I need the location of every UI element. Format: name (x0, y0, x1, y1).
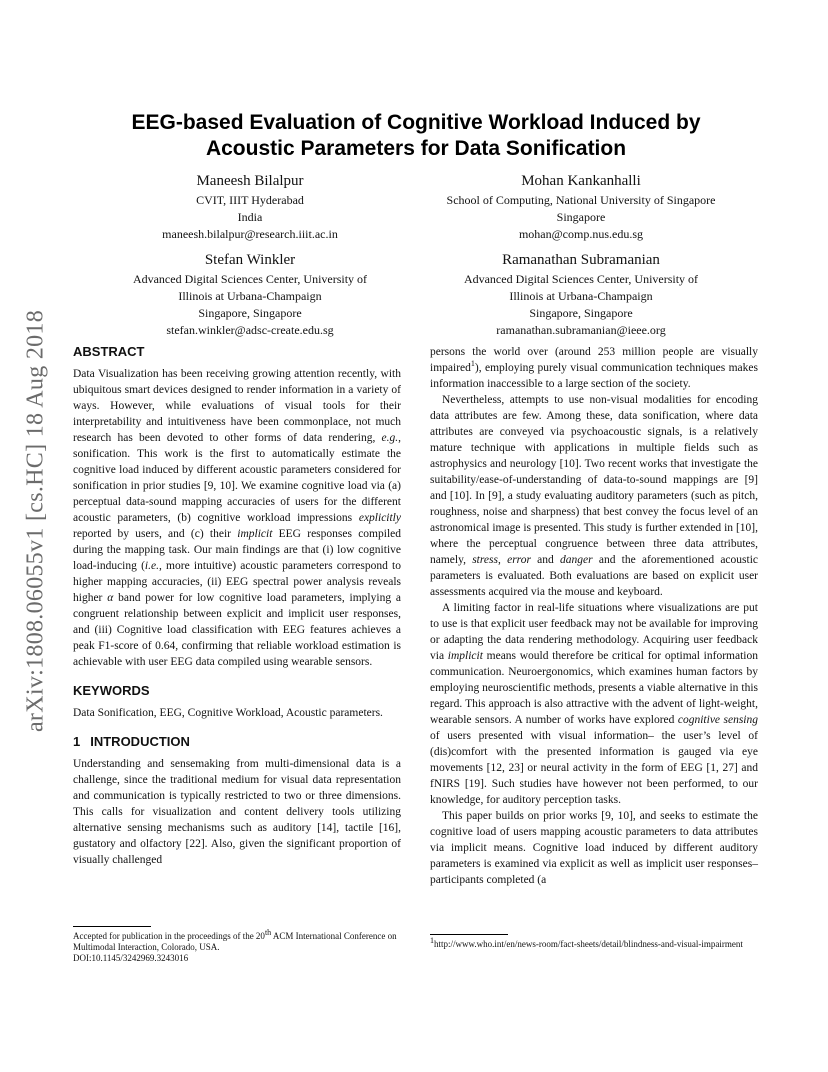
abstract-text (73, 366, 401, 670)
keywords-heading: KEYWORDS (73, 683, 150, 698)
note-text: Accepted for publication in the proceedings of the 20 (73, 931, 265, 941)
abstract-italic: i.e. (144, 560, 159, 572)
right-footnote (430, 934, 758, 950)
author-affiliation: Advanced Digital Sciences Center, University of (463, 272, 699, 286)
abstract-span: EEG responses compiled during the mapping task. Our main findings are that (i) low cognitive load-inducing ( (73, 528, 401, 572)
text-span: Nevertheless, attempts to use non-visual modalities for encoding data attributes are few. Among these, data sonification, where data attributes are conveyed via psychoacoustic signals, is a relatively mature technique with applications in multiple fields such as astrophysics and neurology [10]. Two recent works that investigate the suitability/ease-of-understanding of data-to-sound mappings are [9] and [10]. In [9], a study evaluating auditory parameters (such as pitch, roughness, noise and sharpness) that best convey the focus level of an astronomical image is presented. This study is further extended in [10], where the perceptual congruence between three data attributes, namely, (430, 394, 758, 566)
author-email: mohan@comp.nus.edu.sg (518, 227, 644, 241)
doi-text: DOI:10.1145/3242969.3243016 (73, 953, 189, 963)
abstract-italic: e.g. (381, 432, 399, 444)
intro-paragraph-2 (430, 392, 758, 600)
note-text: ACM International Conference on Multimodal Interaction, Colorado, USA. (73, 931, 397, 952)
italic-term: error (507, 554, 531, 566)
arxiv-identifier (16, 282, 56, 760)
intro-paragraph-1-continued (430, 344, 758, 392)
author-email: maneesh.bilalpur@research.iiit.ac.in (162, 227, 338, 241)
footnote-rule (430, 934, 508, 935)
footnote-rule (73, 926, 151, 927)
publication-note (73, 928, 401, 953)
section-title: INTRODUCTION (90, 734, 190, 749)
introduction-heading (73, 734, 401, 750)
right-column (430, 344, 758, 888)
author-block-1 (100, 172, 400, 243)
author-block-3 (100, 251, 400, 339)
footnote-marker: 1 (470, 359, 475, 369)
text-span: ), employing purely visual communication techniques makes information inaccessible to a large section of the society. (430, 362, 758, 390)
author-name: Maneesh Bilalpur (196, 173, 304, 189)
italic-term: implicit (447, 650, 483, 662)
keywords-text: Data Sonification, EEG, Cognitive Workload, Acoustic parameters. (73, 707, 383, 719)
author-affiliation: Singapore (556, 210, 606, 224)
superscript: th (264, 928, 272, 937)
author-affiliation: School of Computing, National University of Singapore (446, 193, 716, 207)
footnote-mark: 1 (430, 936, 434, 945)
abstract-span: Data Visualization has been receiving growing attention recently, with ubiquitous smart devices designed to render information in a variety of ways. However, while evaluations of visual tools for their interpretability and intuitiveness have been commonplace, not much research has been devoted to other forms of data rendering, (73, 368, 401, 444)
author-affiliation: Illinois at Urbana-Champaign (509, 289, 653, 303)
author-affiliation: CVIT, IIIT Hyderabad (196, 193, 304, 207)
section-number: 1 (73, 734, 81, 749)
footnote-url[interactable]: http://www.who.int/en/news-room/fact-sheets/detail/blindness-and-visual-impairment (434, 939, 743, 949)
paper-title (80, 110, 752, 162)
text-span: persons the world over (around 253 million people are visually impaired (430, 346, 758, 374)
abstract-span: band power for low cognitive load parameters, implying a congruent relationship between explicit and implicit user responses, and (iii) Cognitive load classification with EEG features achieves a peak F1-score of 0.64, confirming that reliable workload estimation is achievable with user EEG data compiled using wearable sensors. (73, 592, 402, 668)
abstract-span: , sonification. This work is the first to automatically estimate the cognitive load induced by different acoustic parameters considered for sonification in prior studies [9, 10]. We examine cognitive load via (a) perceptual data-sound mapping accuracies of users for the different acoustic parameters, (b) cognitive workload impressions (73, 432, 401, 524)
abstract-span: reported by users, and (c) their (73, 528, 238, 540)
italic-term: danger (560, 554, 593, 566)
author-name: Mohan Kankanhalli (521, 173, 641, 189)
title-line-1: EEG-based Evaluation of Cognitive Workload Induced by (131, 111, 701, 134)
abstract-heading: ABSTRACT (73, 344, 145, 359)
author-email: ramanathan.subramanian@ieee.org (496, 323, 666, 337)
text-span: of users presented with visual information– the user’s level of (dis)comfort with the presented information is gauged via eye movements [12, 23] or neural activity in the form of EEG [1, 27] and fNIRS [19]. Such studies have however not been performed, to our knowledge, for auditory perception tasks. (430, 730, 758, 806)
text-span: and the aforementioned acoustic parameters is evaluated. Both evaluations are based on explicit user assessments acquired via the mouse and keyboard. (430, 554, 759, 598)
author-block-4 (414, 251, 748, 339)
author-affiliation: Singapore, Singapore (529, 306, 633, 320)
footnote-1 (430, 936, 758, 950)
italic-term: stress (472, 554, 498, 566)
author-name: Ramanathan Subramanian (502, 252, 660, 268)
text-span: A limiting factor in real-life situations where visualizations are put to use is that explicit user feedback may not be available for improving or adapting the data rendering methodology. Acquiring user feedback via (430, 602, 758, 662)
author-affiliation: Illinois at Urbana-Champaign (178, 289, 322, 303)
author-email: stefan.winkler@adsc-create.edu.sg (166, 323, 334, 337)
alpha-symbol: α (107, 592, 114, 604)
text-span: , (497, 554, 508, 566)
intro-paragraph-3 (430, 600, 758, 808)
intro-paragraph-4: This paper builds on prior works [9, 10], and seeks to estimate the cognitive load of users mapping acoustic parameters to data attributes via implicit means. Cognitive load induced by different auditory parameters is examined via explicit as well as implicit user responses– participants completed (a (430, 810, 758, 886)
title-line-2: Acoustic Parameters for Data Sonification (205, 137, 627, 160)
text-span: and (530, 554, 561, 566)
intro-paragraph-1: Understanding and sensemaking from multi-dimensional data is a challenge, since the traditional medium for visual data representation and communication is typically restricted to two or three dimensions. This calls for visualization and content delivery tools utilizing alternative sensing mechanisms such as auditory [14], tactile [16], gustatory and olfactory [22]. Also, given the significant proportion of visually challenged (73, 758, 401, 866)
author-affiliation: Singapore, Singapore (198, 306, 302, 320)
author-block-2 (414, 172, 748, 243)
text-span: means would therefore be critical for optimal information communication. Neuroergonomics, which examines human factors by employing neuroscientific methods, presents a viable alternative in this regard. This approach is also attractive with the advent of light-weight, wearable sensors. A number of works have explored (430, 650, 758, 726)
left-column (73, 344, 401, 868)
abstract-italic: explicitly (358, 512, 401, 524)
author-affiliation: Advanced Digital Sciences Center, University of (132, 272, 368, 286)
abstract-span: , more intuitive) acoustic parameters correspond to higher mapping accuracies, (ii) EEG spectral power analysis reveals higher (73, 560, 401, 604)
author-affiliation: India (237, 210, 263, 224)
author-name: Stefan Winkler (204, 252, 296, 268)
arxiv-id-text: arXiv:1808.06055v1 [cs.HC] 18 Aug 2018 (22, 309, 49, 733)
abstract-italic: implicit (237, 528, 273, 540)
italic-term: cognitive sensing (677, 714, 759, 726)
left-footnote (73, 926, 401, 964)
